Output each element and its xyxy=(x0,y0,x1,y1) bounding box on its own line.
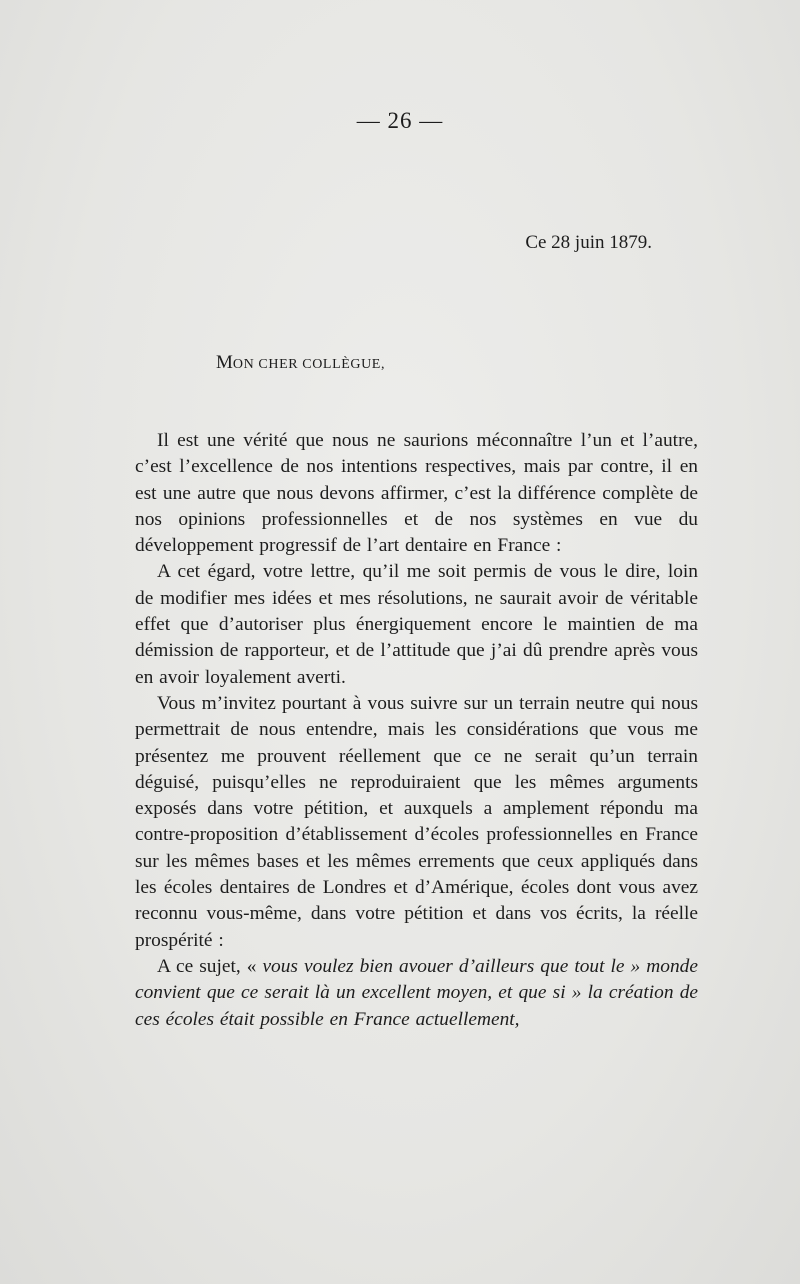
paragraph-4-lead: A ce sujet, « xyxy=(157,955,257,977)
paragraph-1: Il est une vérité que nous ne saurions méconnaître l’un et l’autre, c’est l’excellence de nos intentions respectives, mais par contre, il en est une autre que nous devons affirmer, c’est la différence complète de nos opinions professionnelles et de nos systèmes en vue du développement progressif de l’art dentaire en France : xyxy=(135,430,698,557)
paragraph-3: Vous m’invitez pourtant à vous suivre sur un terrain neutre qui nous permettrait de nous entendre, mais les considérations que vous me présentez me prouvent réellement que ce ne serait qu’un terrain déguisé, puisqu’elles ne reproduiraient que les mêmes arguments exposés dans votre pétition, et auxquels a amplement répondu ma contre-proposition d’établissement d’écoles professionnelles en France sur les mêmes bases et les mêmes errements que ceux appliqués dans les écoles dentaires de Londres et d’Amérique, écoles dont vous avez reconnu vous-même, dans votre pétition et dans vos écrits, la réelle prospérité : xyxy=(135,692,698,951)
salutation-initial: M xyxy=(216,352,233,373)
paragraph-2: A cet égard, votre lettre, qu’il me soit permis de vous le dire, loin de modifier mes idées et mes résolutions, ne saurait avoir de véritable effet que d’autoriser plus énergiquement encore le maintien de ma démission de rapporteur, et de l’attitude que j’ai dû prendre après vous en avoir loyalement averti. xyxy=(135,561,698,688)
salutation xyxy=(216,352,385,374)
letter-body xyxy=(135,428,698,1033)
dateline: Ce 28 juin 1879. xyxy=(525,232,652,253)
salutation-rest: ON CHER COLLÈGUE, xyxy=(232,357,386,372)
paragraph-4-quote: vous voulez bien avouer d’ailleurs que tout le » monde convient que ce serait là un excellent moyen, et que si » la création de ces écoles était possible en France actuellement, xyxy=(135,955,698,1030)
page-number: — 26 — xyxy=(356,108,444,133)
paragraph-4 xyxy=(135,954,698,1033)
